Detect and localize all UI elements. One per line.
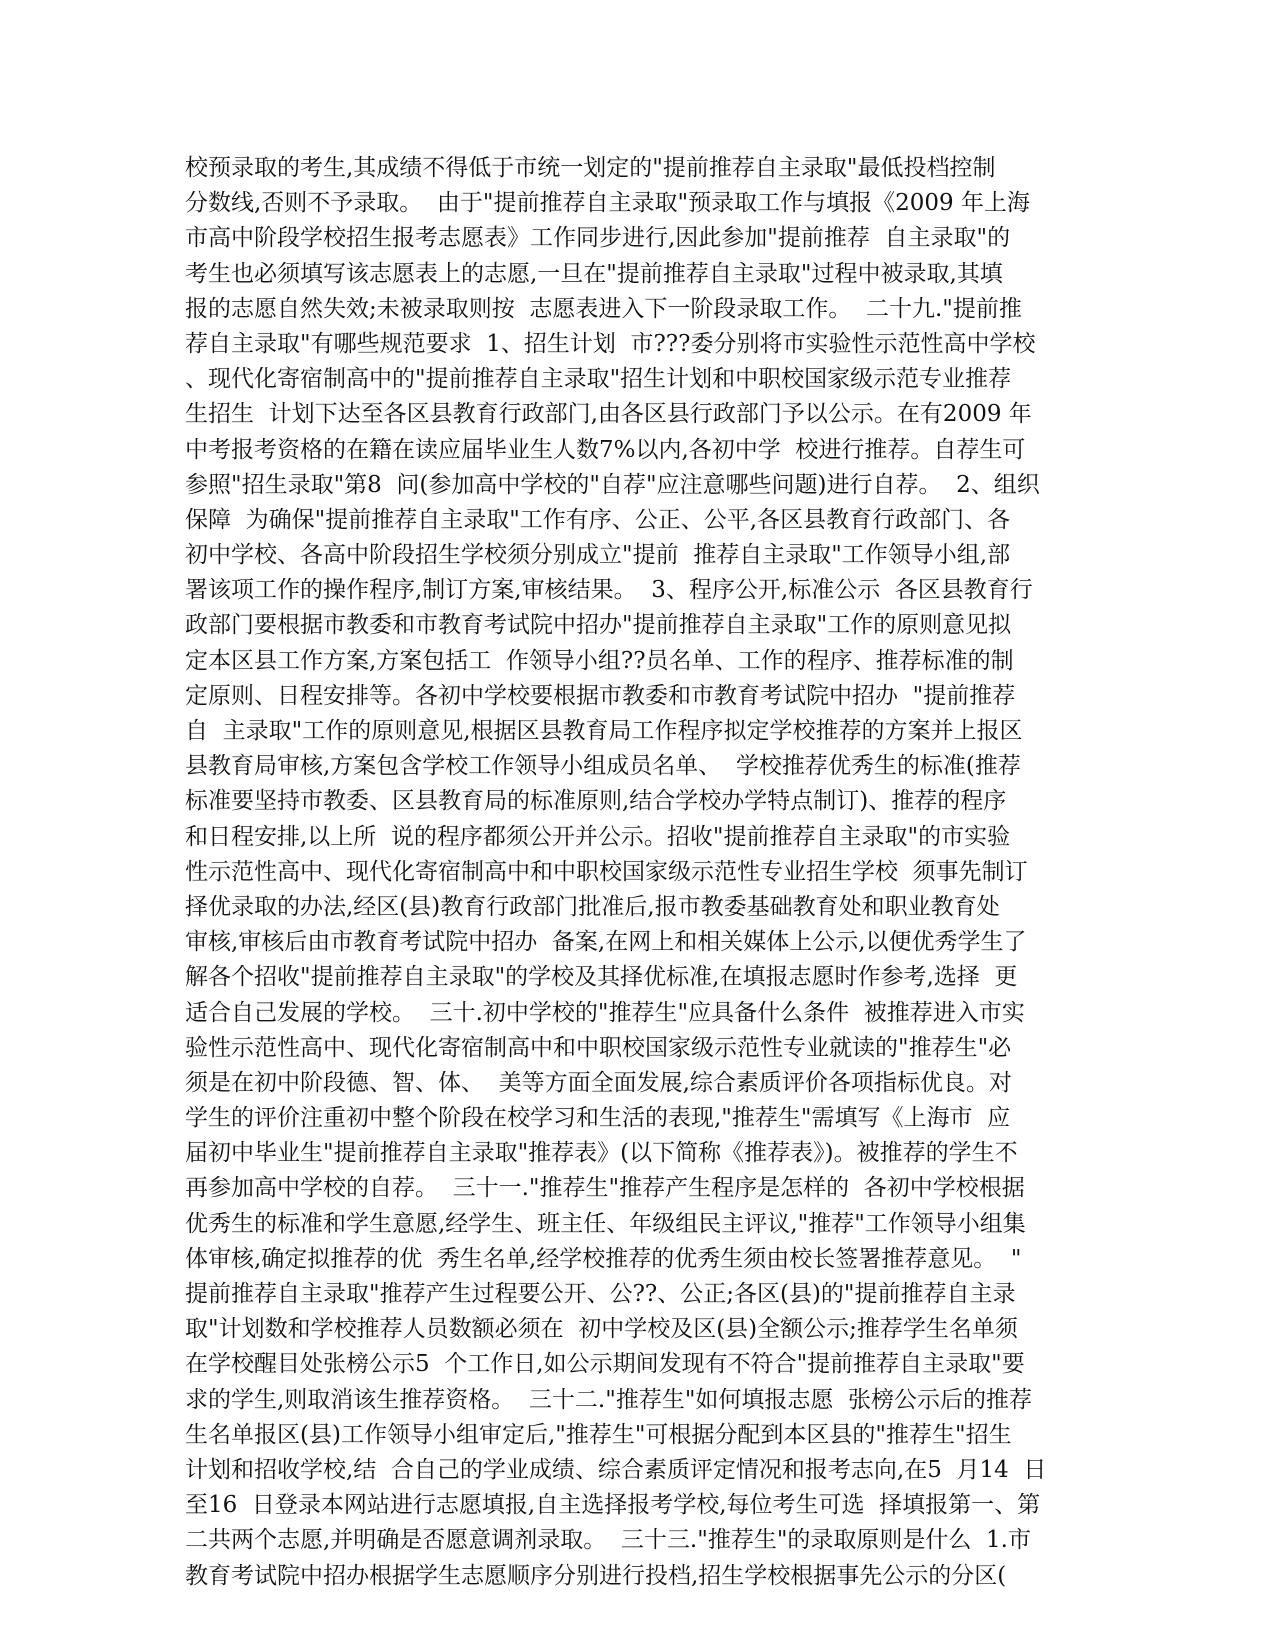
text-line: 分数线,否则不予录取。 由于"提前推荐自主录取"预录取工作与填报《2009 年上海 [185, 190, 1030, 217]
text-line: 定本区县工作方案,方案包括工 作领导小组??员名单、工作的程序、推荐标准的制 [185, 647, 1014, 674]
text-line: 初中学校、各高中阶段招生学校须分别成立"提前 推荐自主录取"工作领导小组,部 [185, 542, 1011, 569]
text-line: 自 主录取"工作的原则意见,根据区县教育局工作程序拟定学校推荐的方案并上报区 [185, 718, 1023, 744]
text-line: 取"计划数和学校推荐人员数额必须在 初中学校及区(县)全额公示;推荐学生名单须 [185, 1316, 1018, 1343]
text-line: 学生的评价注重初中整个阶段在校学习和生活的表现,"推荐生"需填写《上海市 应 [185, 1105, 1011, 1132]
text-line: 参照"招生录取"第8 问(参加高中学校的"自荐"应注意哪些问题)进行自荐。 2、组织 [185, 471, 1040, 498]
text-line: 至16 日登录本网站进行志愿填报,自主选择报考学校,每位考生可选 择填报第一、第 [185, 1492, 1041, 1519]
text-line: 保障 为确保"提前推荐自主录取"工作有序、公正、公平,各区县教育行政部门、各 [185, 506, 1011, 533]
text-line: 、现代化寄宿制高中的"提前推荐自主录取"招生计划和中职校国家级示范专业推荐 [185, 366, 1012, 393]
text-line: 计划和招收学校,结 合自己的学业成绩、综合素质评定情况和报考志向,在5 月14 日 [185, 1456, 1047, 1483]
text-line: 政部门要根据市教委和市教育考试院中招办"提前推荐自主录取"工作的原则意见拟 [185, 612, 1012, 639]
text-line: 市高中阶段学校招生报考志愿表》工作同步进行,因此参加"提前推荐 自主录取"的 [185, 225, 1011, 252]
text-line: 校预录取的考生,其成绩不得低于市统一划定的"提前推荐自主录取"最低投档控制 [185, 155, 996, 181]
text-line: 和日程安排,以上所 说的程序都须公开并公示。招收"提前推荐自主录取"的市实验 [185, 823, 1011, 850]
text-line: 解各个招收"提前推荐自主录取"的学校及其择优标准,在填报志愿时作参考,选择 更 [185, 964, 1018, 991]
body-text [185, 151, 1085, 1594]
text-line: 教育考试院中招办根据学生志愿顺序分别进行投档,招生学校根据事先公示的分区( [185, 1562, 1007, 1589]
text-line: 验性示范性高中、现代化寄宿制高中和中职校国家级示范性专业就读的"推荐生"必 [185, 1034, 1012, 1061]
text-line: 荐自主录取"有哪些规范要求 1、招生计划 市???委分别将市实验性示范性高中学校 [185, 330, 1036, 357]
text-line: 定原则、日程安排等。各初中学校要根据市教委和市教育考试院中招办 "提前推荐 [185, 682, 1016, 709]
text-line: 体审核,确定拟推荐的优 秀生名单,经学校推荐的优秀生须由校长签署推荐意见。 " [185, 1245, 1022, 1272]
text-line: 届初中毕业生"提前推荐自主录取"推荐表》(以下简称《推荐表》)。被推荐的学生不 [185, 1140, 1018, 1167]
text-line: 县教育局审核,方案包含学校工作领导小组成员名单、 学校推荐优秀生的标准(推荐 [185, 753, 1021, 780]
text-line: 须是在初中阶段德、智、体、 美等方面全面发展,综合素质评价各项指标优良。对 [185, 1069, 1012, 1096]
text-line: 择优录取的办法,经区(县)教育行政部门批准后,报市教委基础教育处和职业教育处 [185, 893, 1000, 920]
text-line: 生名单报区(县)工作领导小组审定后,"推荐生"可根据分配到本区县的"推荐生"招生 [185, 1421, 1012, 1448]
text-line: 二共两个志愿,并明确是否愿意调剂录取。 三十三."推荐生"的录取原则是什么 1.市 [185, 1527, 1031, 1554]
text-line: 审核,审核后由市教育考试院中招办 备案,在网上和相关媒体上公示,以便优秀学生了 [185, 929, 1027, 956]
text-line: 报的志愿自然失效;未被录取则按 志愿表进入下一阶段录取工作。 二十九."提前推 [185, 295, 1022, 322]
text-line: 生招生 计划下达至各区县教育行政部门,由各区县行政部门予以公示。在有2009 年 [185, 401, 1032, 428]
text-line: 标准要坚持市教委、区县教育局的标准原则,结合学校办学特点制订)、推荐的程序 [185, 788, 1007, 815]
text-line: 适合自己发展的学校。 三十.初中学校的"推荐生"应具备什么条件 被推荐进入市实 [185, 999, 1025, 1026]
text-line: 中考报考资格的在籍在读应届毕业生人数7%以内,各初中学 校进行推荐。自荐生可 [185, 436, 1026, 463]
text-line: 优秀生的标准和学生意愿,经学生、班主任、年级组民主评议,"推荐"工作领导小组集 [185, 1210, 1026, 1237]
text-line: 在学校醒目处张榜公示5 个工作日,如公示期间发现有不符合"提前推荐自主录取"要 [185, 1351, 1025, 1378]
text-line: 考生也必须填写该志愿表上的志愿,一旦在"提前推荐自主录取"过程中被录取,其填 [185, 260, 1003, 287]
text-line: 求的学生,则取消该生推荐资格。 三十二."推荐生"如何填报志愿 张榜公示后的推荐 [185, 1386, 1033, 1413]
text-line: 署该项工作的操作程序,制订方案,审核结果。 3、程序公开,标准公示 各区县教育行 [185, 577, 1033, 604]
text-line: 再参加高中学校的自荐。 三十一."推荐生"推荐产生程序是怎样的 各初中学校根据 [185, 1175, 1025, 1202]
text-line: 提前推荐自主录取"推荐产生过程要公开、公??、公正;各区(县)的"提前推荐自主录 [185, 1281, 1016, 1307]
text-line: 性示范性高中、现代化寄宿制高中和中职校国家级示范性专业招生学校 须事先制订 [185, 858, 1028, 885]
